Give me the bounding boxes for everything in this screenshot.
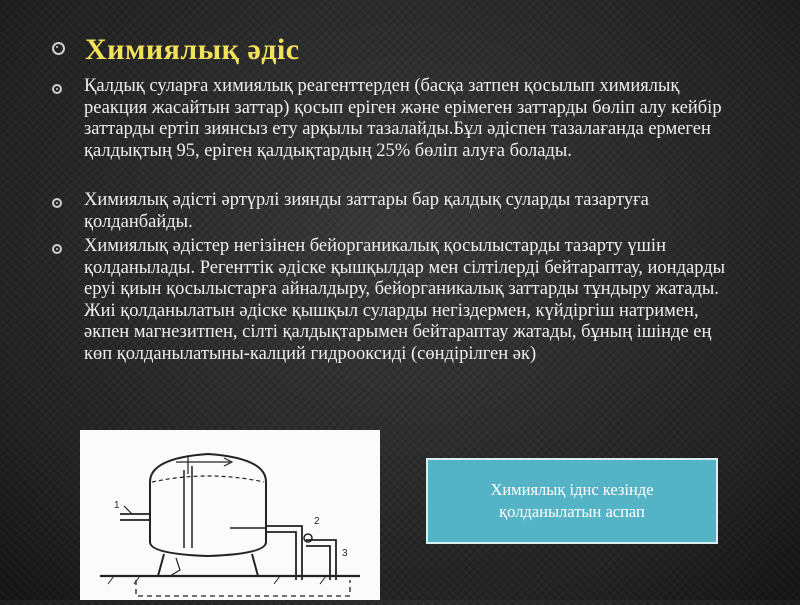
slide-title: Химиялық әдіс (85, 33, 300, 66)
paragraph-text: Химиялық әдістер негізінен бейорганикалық қосылыстарды тазарту үшін қолданылады. Регенттік әдіске қышқылдар мен сілтілерді бейтараптау, иондарды еруі қиын қосылыстарға айналдыру, бейорганикалық заттарды тұндыру жатады. Жиі қолданылатын әдіске қышқыл суларды негіздермен, күйдіргіш натримен, әкпен магнезитпен, сілті қалдықтарымен бейтараптау жатады, бұның ішінде ең көп қолданылатыны-калций гидрооксиді (сөндірілген әк) (84, 236, 726, 364)
tank-legs (158, 554, 258, 576)
apparatus-diagram (80, 430, 380, 600)
ground-hatch (108, 576, 326, 584)
paragraph-text: Қалдық суларға химиялық реагенттерден (басқа затпен қосылып химиялық реакция жасайтын заттар) қосып еріген және ерімеген заттарды бөліп алу кейбір заттарды ертіп зиянсыз ету арқылы тазалайды.Бұл әдіспен тазалағанда ермеген қалдықтың 95, еріген қалдықтардың 25% бөліп алуға болады. (84, 76, 722, 161)
bullet-item (52, 76, 744, 162)
bullet-item (52, 236, 744, 365)
bullet-icon (52, 84, 62, 94)
foundation-outline (136, 580, 350, 596)
title-row (52, 32, 300, 68)
outlet-pipe (266, 526, 302, 580)
tank-body (150, 454, 266, 556)
paragraph-text: Химиялық әдісті әртүрлі зиянды заттары бар қалдық суларды тазартуға қолданбайды. (84, 190, 649, 232)
caption-box (426, 458, 718, 544)
inlet-leader (124, 506, 132, 514)
figure-label: 3 (342, 548, 348, 559)
figure-label: 1 (114, 500, 120, 511)
secondary-pipe (306, 540, 336, 580)
caption-text: Химиялық іднс кезінде қолданылатын аспап (490, 480, 654, 521)
title-bullet-icon (52, 42, 65, 55)
bullet-item (52, 190, 744, 233)
inlet-pipe (120, 514, 150, 520)
figure-label: 2 (314, 516, 320, 527)
bullet-icon (52, 244, 62, 254)
apparatus-drawing (80, 430, 380, 600)
tank-inner-line (152, 476, 264, 482)
drain-line (170, 558, 180, 576)
bullet-icon (52, 198, 62, 208)
